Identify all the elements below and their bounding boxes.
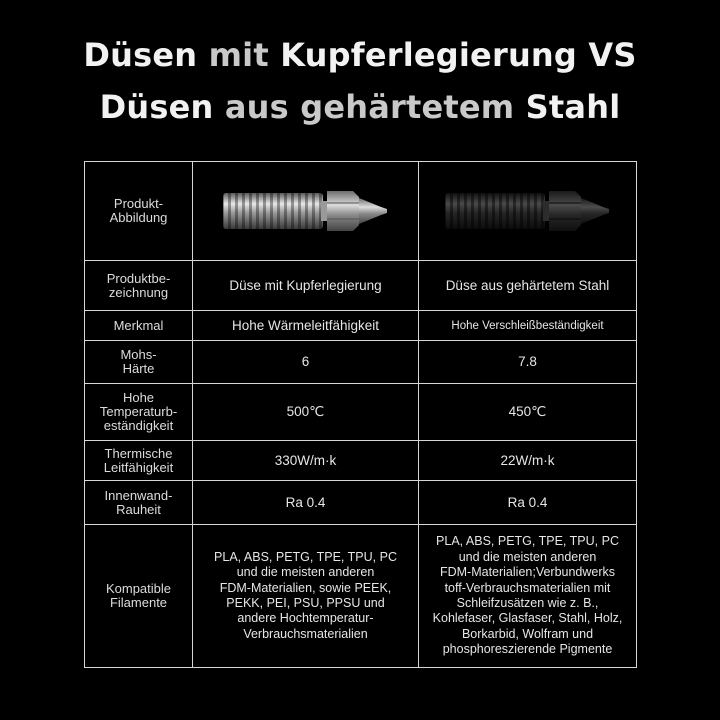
row-label-text: Produkt- Abbildung xyxy=(109,196,168,225)
copper-nozzle-image xyxy=(193,162,419,261)
steel-filaments-text: PLA, ABS, PETG, TPE, TPU, PC und die meisten anderen FDM-Materialien;Verbundwerks toff-Verbrauchsmaterialien mit Schleifzusätzen wie z. B., Kohlefaser, Glasfaser, Stahl, Holz, Borkarbid, Wolfram und phosphoreszierende Pigmente xyxy=(432,534,623,657)
row-label-hardness xyxy=(85,341,193,384)
row-label-text: Innenwand- Rauheit xyxy=(104,487,173,517)
page-title-line-1: Düsen mit Kupferlegierung VS xyxy=(83,36,637,74)
cell-steel-hardness: 7.8 xyxy=(419,341,637,384)
row-label-text: Produktbe- zeichnung xyxy=(106,270,171,300)
table-row-roughness xyxy=(85,481,637,525)
row-label-name xyxy=(85,261,193,311)
cell-steel-feature: Hohe Verschleißbeständigkeit xyxy=(419,311,637,341)
cell-copper-filaments xyxy=(193,525,419,668)
table-row-feature xyxy=(85,311,637,341)
row-label-conductivity xyxy=(85,441,193,481)
cell-copper-conductivity: 330W/m·k xyxy=(193,441,419,481)
row-label-roughness xyxy=(85,481,193,525)
cell-copper-temperature: 500℃ xyxy=(193,384,419,441)
row-label-image xyxy=(85,162,193,261)
row-label-feature: Merkmal xyxy=(85,311,193,341)
table-row-hardness xyxy=(85,341,637,384)
table-row-name xyxy=(85,261,637,311)
table-row-image xyxy=(85,162,637,261)
comparison-table xyxy=(84,161,637,668)
page-title-line-2: Düsen aus gehärtetem Stahl xyxy=(99,88,621,126)
table-row-temperature xyxy=(85,384,637,441)
row-label-temperature xyxy=(85,384,193,441)
cell-steel-filaments xyxy=(419,525,637,668)
cell-copper-roughness: Ra 0.4 xyxy=(193,481,419,525)
cell-copper-hardness: 6 xyxy=(193,341,419,384)
cell-copper-name: Düse mit Kupferlegierung xyxy=(193,261,419,311)
row-label-filaments xyxy=(85,525,193,668)
table-row-conductivity xyxy=(85,441,637,481)
steel-nozzle-image xyxy=(419,162,637,261)
cell-steel-temperature: 450℃ xyxy=(419,384,637,441)
row-label-text: Kompatible Filamente xyxy=(105,581,172,610)
copper-filaments-text: PLA, ABS, PETG, TPE, TPU, PC und die meisten anderen FDM-Materialien, sowie PEEK, PEKK, PEI, PSU, PPSU und andere Hochtemperatur- Verbrauchsmaterialien xyxy=(214,549,397,641)
row-label-text: Thermische Leitfähigkeit xyxy=(103,445,174,475)
row-label-text: Hohe Temperaturb- eständigkeit xyxy=(99,390,178,433)
table-row-filaments xyxy=(85,525,637,668)
cell-steel-roughness: Ra 0.4 xyxy=(419,481,637,525)
cell-steel-conductivity: 22W/m·k xyxy=(419,441,637,481)
row-label-text: Mohs- Härte xyxy=(120,347,157,376)
cell-steel-name: Düse aus gehärtetem Stahl xyxy=(419,261,637,311)
cell-copper-feature: Hohe Wärmeleitfähigkeit xyxy=(193,311,419,341)
